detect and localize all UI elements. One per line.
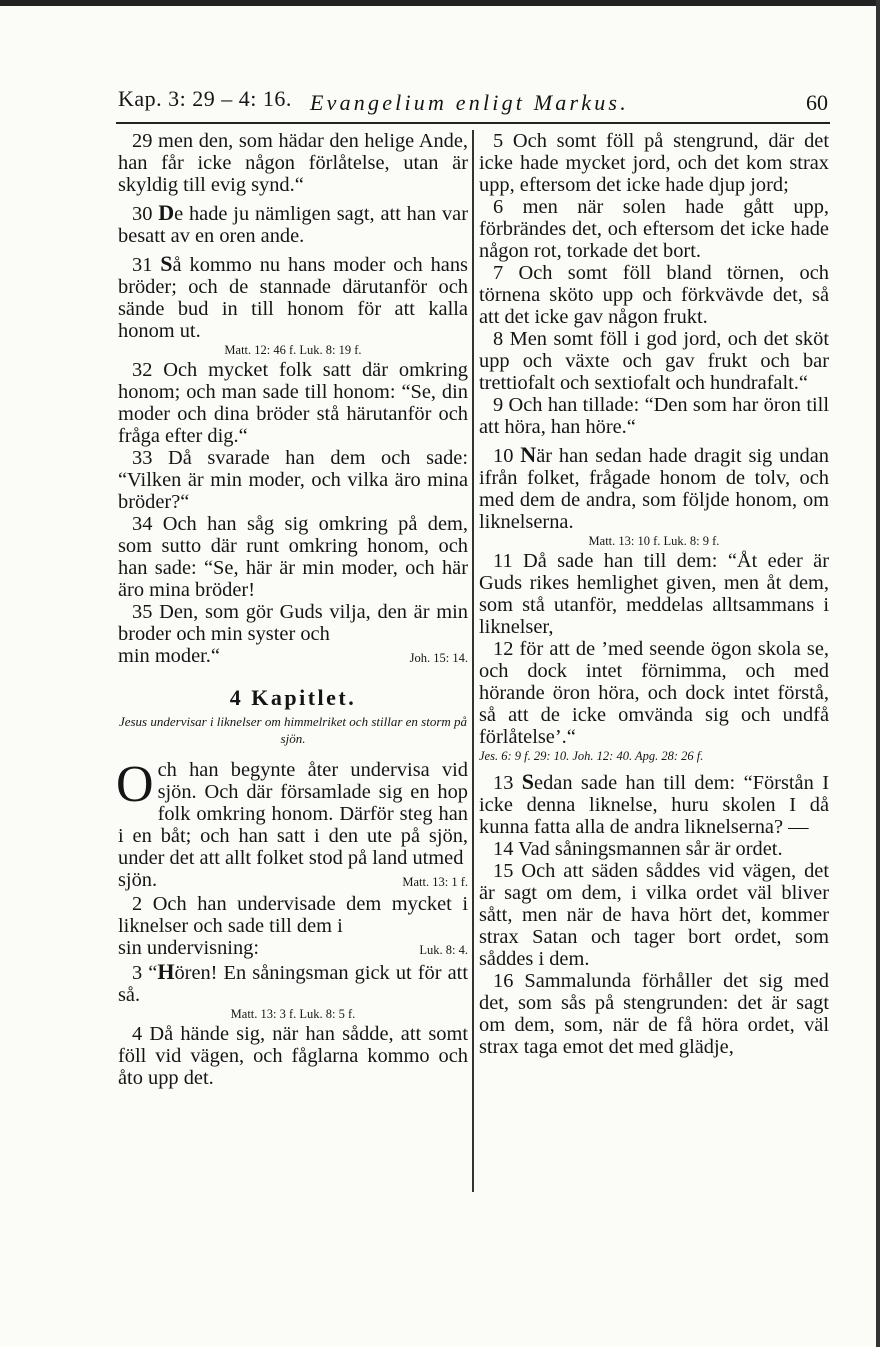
verse-4-5: 5 Och somt föll på stengrund, där det icke hade mycket jord, och det kom strax upp, eftersom det icke hade djup jord; <box>479 130 829 196</box>
verse-3-30: 30 De hade ju nämligen sagt, att han var besatt av en oren ande. <box>118 200 468 247</box>
verse-3-35-end: min moder.“ Joh. 15: 14. <box>118 645 468 667</box>
running-header <box>118 84 830 124</box>
verse-4-11: 11 Då sade han till dem: “Åt eder är Guds rikes hemlighet given, men åt dem, som stå utanför, meddelas alltsammans i liknelser, <box>479 550 829 638</box>
verse-4-14: 14 Vad såningsmannen sår är ordet. <box>493 838 783 860</box>
verse-3-35: 35 Den, som gör Guds vilja, den är min broder och min syster och <box>118 601 468 645</box>
column-divider <box>472 130 474 1192</box>
verse-4-16: 16 Sammalunda förhåller det sig med det, som sås på stengrunden: det är sagt om dem, som, när de få höra ordet, väl strax taga emot det med glädje, <box>479 970 829 1058</box>
verse-3-34: 34 Och han såg sig omkring på dem, som sutto där runt omkring honom, och han sade: “Se, här är min moder, och här äro mina bröder! <box>118 513 468 601</box>
verse-3-31: 31 Så kommo nu hans moder och hans bröder; och de stannade därutanför och sände bud in till honom för att kalla honom ut. <box>118 251 468 342</box>
verse-4-2: 2 Och han undervisade dem mycket i liknelser och sade till dem i <box>118 893 468 937</box>
verse-4-15: 15 Och att säden såddes vid vägen, det är sagt om dem, i vilka ordet väl bliver sått, men när de hava hört det, kommer strax Satan och tager bort ordet, som såddes i dem. <box>479 860 829 970</box>
verse-4-13: 13 Sedan sade han till dem: “Förstån I icke denna liknelse, huru skolen I då kunna fatta alla de andra liknelserna? — <box>479 769 829 838</box>
cross-reference: Matt. 13: 10 f. Luk. 8: 9 f. <box>588 534 720 548</box>
verse-4-9: 9 Och han tillade: “Den som har öron till att höra, han höre.“ <box>479 394 829 438</box>
cross-reference: Jes. 6: 9 f. 29: 10. Joh. 12: 40. Apg. 28: 26 f. <box>479 749 704 763</box>
cross-reference: Matt. 13: 3 f. Luk. 8: 5 f. <box>230 1007 356 1021</box>
cross-reference: Joh. 15: 14. <box>409 651 468 665</box>
top-border <box>0 0 880 6</box>
chapter-range: Kap. 3: 29 – 4: 16. <box>118 86 292 111</box>
chapter-heading: 4 Kapitlet. <box>229 685 357 710</box>
verse-4-1-end: sjön. Matt. 13: 1 f. <box>118 869 468 891</box>
cross-reference: Matt. 13: 1 f. <box>402 875 468 889</box>
verse-4-3: 3 “Hören! En såningsman gick ut för att så. <box>118 959 468 1006</box>
verse-4-6: 6 men när solen hade gått upp, förbrändes det, och eftersom det icke hade någon rot, torkade det bort. <box>479 196 829 262</box>
right-border <box>876 0 880 1347</box>
verse-4-12: 12 för att de ’med seende ögon skola se, och dock intet förnimma, och med hörande öron höra, och dock intet förstå, så att de icke omvända sig och undfå förlåtelse’.“ <box>479 638 829 748</box>
verse-3-32: 32 Och mycket folk satt där omkring honom; och man sade till honom: “Se, din moder och dina bröder stå härutanför och fråga efter dig.“ <box>118 359 468 447</box>
verse-3-29: 29 men den, som hädar den helige Ande, han får icke någon förlåtelse, utan är skyldig till evig synd.“ <box>118 130 468 196</box>
header-rule <box>116 122 830 124</box>
cross-reference: Matt. 12: 46 f. Luk. 8: 19 f. <box>224 343 362 357</box>
verse-4-2-end: sin undervisning: Luk. 8: 4. <box>118 937 468 959</box>
verse-4-10: 10 När han sedan hade dragit sig undan ifrån folket, frågade honom de tolv, och med dem de andra, som följde honom, om liknelserna. <box>479 442 829 533</box>
verse-4-1: Och han begynte åter undervisa vid sjön. Och där församlade sig en hop folk omkring honom. Därför steg han i en båt; och han satt i den ute på sjön, under det att allt folket stod på land utmed <box>116 756 468 869</box>
verse-4-8: 8 Men somt föll i god jord, och det sköt upp och växte och gav frukt och bar trettiofalt och sextiofalt och hundrafalt.“ <box>479 328 829 394</box>
verse-3-33: 33 Då svarade han dem och sade: “Vilken är min moder, och vilka äro mina bröder?“ <box>118 447 468 513</box>
cross-reference: Luk. 8: 4. <box>419 943 468 957</box>
page-number: 60 <box>806 90 828 115</box>
verse-4-7: 7 Och somt föll bland törnen, och törnena sköto upp och förkvävde det, så att det icke gav någon frukt. <box>479 262 829 328</box>
chapter-summary: Jesus undervisar i liknelser om himmelriket och stillar en storm på sjön. <box>118 714 468 746</box>
right-column <box>479 130 829 1058</box>
book-title: Evangelium enligt Markus. <box>310 90 629 115</box>
left-column <box>118 130 468 1089</box>
verse-4-4: 4 Då hände sig, när han sådde, att somt föll vid vägen, och fåglarna kommo och åto upp det. <box>118 1023 468 1089</box>
drop-cap: O <box>116 756 154 813</box>
